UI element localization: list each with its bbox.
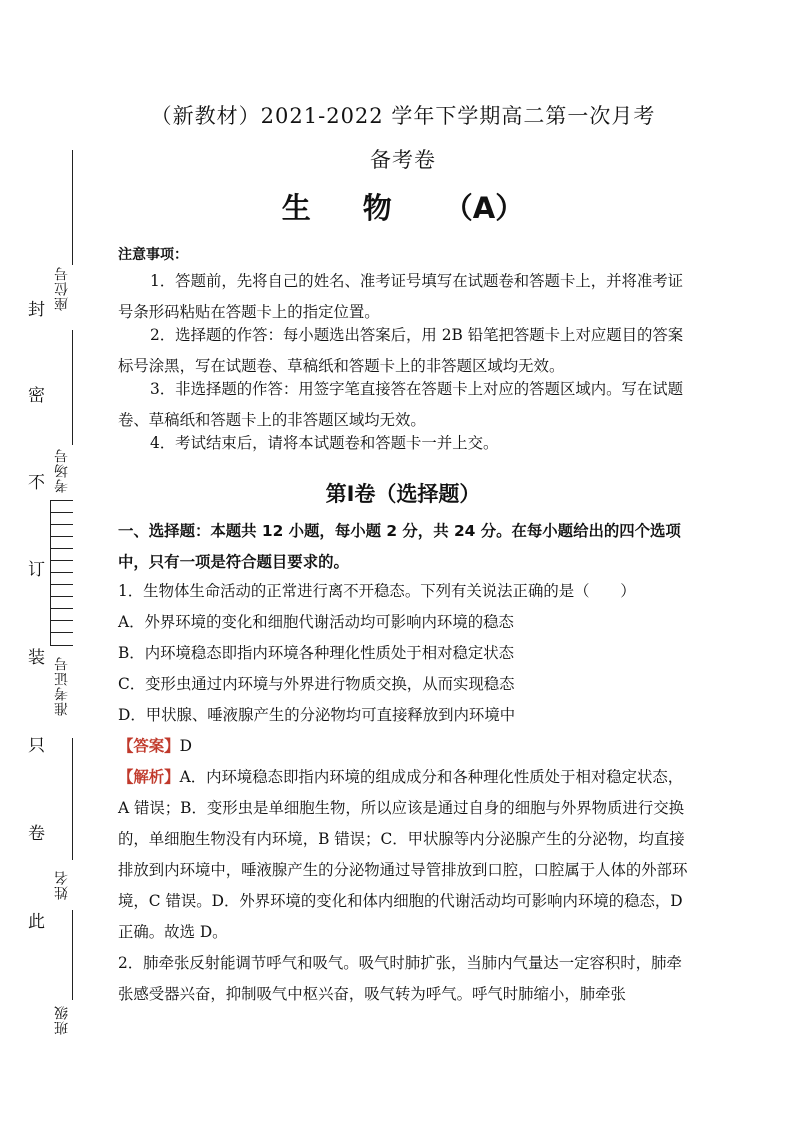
binding-line-top [72,150,73,265]
analysis-text: A．内环境稳态即指内环境的组成成分和各种理化性质处于相对稳定状态，A 错误；B．变形虫是单细胞生物，所以应该是通过自身的细胞与外界物质进行交换的，单细胞生物没有内环境，B 错误；C．甲状腺等内分泌腺产生的分泌物，均直接排放到内环境中，唾液腺产生的分泌物通过导管排放到口腔，口腔属于人体的外部环境，C 错误。D．外界环境的变化和体内细胞的代谢活动均可影响内环境的稳态，D 正确。故选 D。 [118,768,688,941]
field-class-label: 班级 [54,1005,70,1035]
answer-label: 【答案】 [118,737,180,755]
question-1-option-a: A．外界环境的变化和细胞代谢活动均可影响内环境的稳态 [118,613,514,631]
question-1-option-b: B．内环境稳态即指内环境各种理化性质处于相对稳定状态 [118,644,515,662]
question-1-option-c: C．变形虫通过内环境与外界进行物质交换，从而实现稳态 [118,675,515,693]
seal-char: 不 [28,473,45,493]
subject-char-1: 生 [281,191,311,225]
field-exam-room-label: 考场号 [54,448,70,493]
question-1-option-d: D．甲状腺、唾液腺产生的分泌物均可直接释放到内环境中 [118,706,516,724]
binding-line-name [72,738,73,860]
field-admission-number-label: 准考证号 [54,656,70,716]
seal-char: 只 [28,736,45,756]
seal-char: 订 [28,560,45,580]
notes-item-1: 1．答题前，先将自己的姓名、准考证号填写在试题卷和答题卡上，并将准考证号条形码粘贴在答题卡上的指定位置。 [118,272,684,321]
seal-char: 卷 [28,824,45,844]
notes-item-4: 4．考试结束后，请将本试题卷和答题卡一并上交。 [150,434,499,452]
field-name-label: 姓名 [54,870,70,900]
question-1-stem: 1．生物体生命活动的正常进行离不开稳态。下列有关说法正确的是（ ） [118,582,636,600]
notes-heading: 注意事项： [118,247,188,263]
subject-title [118,186,688,227]
seal-char: 封 [28,300,45,320]
binding-line-seat [72,330,73,445]
seal-char: 密 [28,386,45,406]
answer-value: D [179,737,192,755]
question-1-answer [118,731,688,762]
question-2-stem: 2．肺牵张反射能调节呼气和吸气。吸气时肺扩张，当肺内气量达一定容积时，肺牵张感受器兴奋，抑制吸气中枢兴奋，吸气转为呼气。呼气时肺缩小，肺牵张 [118,954,682,1003]
notes-item-3: 3．非选择题的作答：用签字笔直接答在答题卡上对应的答题区域内。写在试题卷、草稿纸和答题卡上的非答题区域均无效。 [118,380,684,429]
exam-subtitle: 备考卷 [370,148,436,172]
subject-version: （A） [443,191,525,225]
seal-char: 装 [28,648,45,668]
binding-line-class [72,910,73,1000]
seal-char: 此 [28,912,45,932]
section-title: 第Ⅰ卷（选择题） [325,482,481,506]
question-1-analysis [118,762,688,948]
subject-char-2: 物 [362,191,392,225]
exam-number-grid[interactable] [50,500,73,646]
analysis-label: 【解析】 [118,768,180,786]
section-instructions: 一、选择题：本题共 12 小题，每小题 2 分，共 24 分。在每小题给出的四个选项中，只有一项是符合题目要求的。 [118,522,681,571]
exam-title: （新教材）2021-2022 学年下学期高二第一次月考 [150,104,656,128]
field-seat-number-label: 座位号 [54,266,70,311]
notes-item-2: 2．选择题的作答：每小题选出答案后，用 2B 铅笔把答题卡上对应题目的答案标号涂黑，写在试题卷、草稿纸和答题卡上的非答题区域均无效。 [118,326,684,375]
